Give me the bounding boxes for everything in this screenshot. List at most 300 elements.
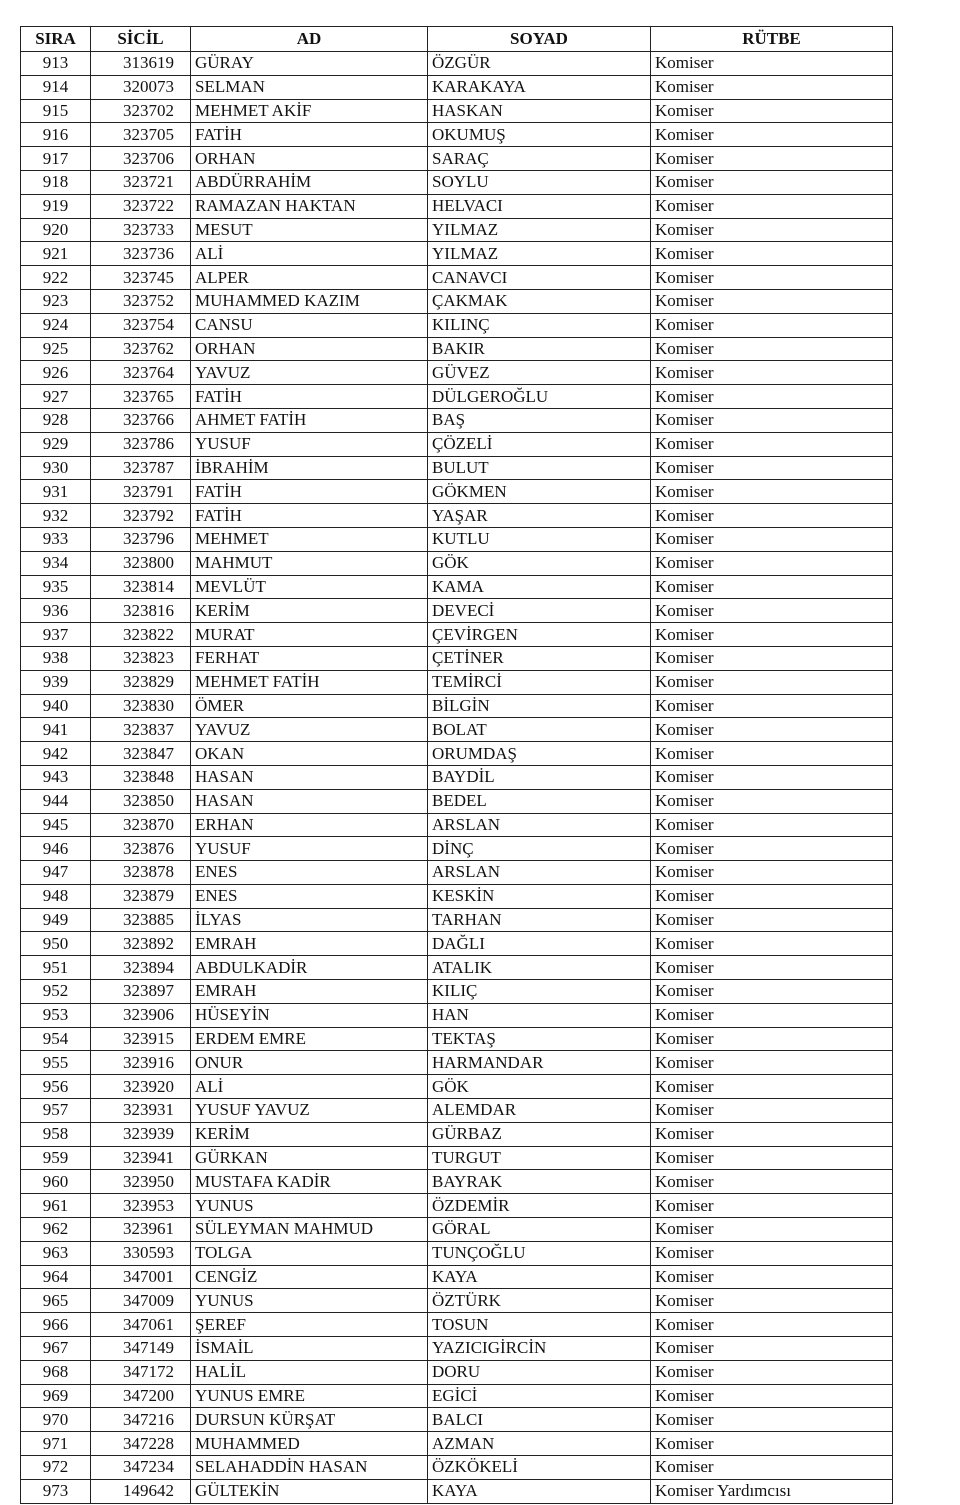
rutbe-cell: Komiser [651,1241,893,1265]
ad-cell: MUHAMMED [191,1432,428,1456]
sicil-cell: 347009 [91,1289,191,1313]
rutbe-cell: Komiser [651,361,893,385]
table-row [21,1027,893,1051]
table-row [21,837,893,861]
ad-cell: MEHMET FATİH [191,670,428,694]
sicil-cell: 323916 [91,1051,191,1075]
ad-cell: CANSU [191,313,428,337]
ad-cell: KERİM [191,1122,428,1146]
table-row [21,1051,893,1075]
sicil-cell: 323878 [91,861,191,885]
sira-cell: 966 [21,1313,91,1337]
ad-cell: FERHAT [191,646,428,670]
soyad-cell: BOLAT [428,718,651,742]
ad-cell: ABDÜRRAHİM [191,170,428,194]
soyad-cell: BAYRAK [428,1170,651,1194]
table-row [21,694,893,718]
soyad-cell: TURGUT [428,1146,651,1170]
soyad-cell: HELVACI [428,194,651,218]
ad-cell: OKAN [191,742,428,766]
ad-cell: ŞEREF [191,1313,428,1337]
sicil-cell: 323766 [91,408,191,432]
sicil-cell: 323762 [91,337,191,361]
rutbe-cell: Komiser [651,170,893,194]
table-row [21,432,893,456]
sira-cell: 932 [21,504,91,528]
sira-cell: 967 [21,1337,91,1361]
table-row [21,218,893,242]
rutbe-cell: Komiser [651,1003,893,1027]
soyad-cell: TEKTAŞ [428,1027,651,1051]
soyad-cell: BALCI [428,1408,651,1432]
sicil-cell: 323939 [91,1122,191,1146]
soyad-cell: OKUMUŞ [428,123,651,147]
sira-cell: 948 [21,884,91,908]
soyad-cell: ÇETİNER [428,646,651,670]
table-header-row [21,27,893,52]
sicil-cell: 323800 [91,551,191,575]
table-row [21,337,893,361]
rutbe-cell: Komiser [651,884,893,908]
ad-cell: YUSUF [191,837,428,861]
table-row [21,575,893,599]
sicil-cell: 323879 [91,884,191,908]
sicil-cell: 323764 [91,361,191,385]
personnel-table [20,26,893,1504]
soyad-cell: TARHAN [428,908,651,932]
rutbe-cell: Komiser [651,765,893,789]
rutbe-cell: Komiser [651,1384,893,1408]
sira-cell: 924 [21,313,91,337]
table-row [21,742,893,766]
ad-cell: ORHAN [191,147,428,171]
soyad-cell: KAYA [428,1265,651,1289]
sira-cell: 928 [21,408,91,432]
rutbe-cell: Komiser [651,1099,893,1123]
soyad-cell: YILMAZ [428,218,651,242]
soyad-cell: YAZICIGİRCİN [428,1337,651,1361]
table-row [21,861,893,885]
rutbe-cell: Komiser [651,52,893,76]
sira-cell: 922 [21,266,91,290]
table-row [21,956,893,980]
sira-cell: 961 [21,1194,91,1218]
rutbe-cell: Komiser [651,1289,893,1313]
soyad-cell: GÜRBAZ [428,1122,651,1146]
sicil-cell: 323792 [91,504,191,528]
soyad-cell: BAŞ [428,408,651,432]
sicil-cell: 323814 [91,575,191,599]
soyad-cell: ALEMDAR [428,1099,651,1123]
table-row [21,1408,893,1432]
soyad-cell: YILMAZ [428,242,651,266]
rutbe-cell: Komiser [651,527,893,551]
sira-cell: 919 [21,194,91,218]
rutbe-cell: Komiser [651,1313,893,1337]
rutbe-cell: Komiser [651,813,893,837]
soyad-cell: ÇAKMAK [428,289,651,313]
sira-cell: 927 [21,385,91,409]
rutbe-cell: Komiser [651,123,893,147]
soyad-cell: GÖRAL [428,1218,651,1242]
ad-cell: AHMET FATİH [191,408,428,432]
sicil-cell: 323745 [91,266,191,290]
ad-cell: SELMAN [191,75,428,99]
table-row [21,456,893,480]
ad-cell: İBRAHİM [191,456,428,480]
table-row [21,313,893,337]
sicil-cell: 323837 [91,718,191,742]
soyad-cell: BAYDİL [428,765,651,789]
soyad-cell: TUNÇOĞLU [428,1241,651,1265]
ad-cell: DURSUN KÜRŞAT [191,1408,428,1432]
ad-cell: YUNUS EMRE [191,1384,428,1408]
sira-cell: 917 [21,147,91,171]
ad-cell: ALPER [191,266,428,290]
sira-cell: 947 [21,861,91,885]
sicil-cell: 323823 [91,646,191,670]
ad-cell: YUSUF [191,432,428,456]
table-row [21,718,893,742]
soyad-cell: BAKIR [428,337,651,361]
sira-cell: 969 [21,1384,91,1408]
soyad-cell: ÖZKÖKELİ [428,1456,651,1480]
rutbe-cell: Komiser [651,1122,893,1146]
sira-cell: 933 [21,527,91,551]
table-row [21,908,893,932]
ad-cell: MUSTAFA KADİR [191,1170,428,1194]
rutbe-cell: Komiser [651,932,893,956]
ad-cell: ERDEM EMRE [191,1027,428,1051]
ad-cell: ABDULKADİR [191,956,428,980]
sicil-cell: 323931 [91,1099,191,1123]
rutbe-cell: Komiser [651,1360,893,1384]
table-row [21,765,893,789]
soyad-cell: KILINÇ [428,313,651,337]
rutbe-cell: Komiser [651,1432,893,1456]
sicil-cell: 323920 [91,1075,191,1099]
rutbe-cell: Komiser [651,742,893,766]
table-row [21,1265,893,1289]
sicil-cell: 347216 [91,1408,191,1432]
soyad-cell: KUTLU [428,527,651,551]
rutbe-cell: Komiser [651,1337,893,1361]
soyad-cell: ARSLAN [428,861,651,885]
ad-cell: RAMAZAN HAKTAN [191,194,428,218]
ad-cell: ENES [191,884,428,908]
header-soyad: SOYAD [428,27,651,52]
table-row [21,504,893,528]
sira-cell: 940 [21,694,91,718]
table-row [21,646,893,670]
table-row [21,527,893,551]
ad-cell: MAHMUT [191,551,428,575]
ad-cell: YUNUS [191,1194,428,1218]
sicil-cell: 323941 [91,1146,191,1170]
table-row [21,1218,893,1242]
ad-cell: ERHAN [191,813,428,837]
rutbe-cell: Komiser [651,623,893,647]
rutbe-cell: Komiser [651,313,893,337]
sira-cell: 965 [21,1289,91,1313]
ad-cell: FATİH [191,504,428,528]
soyad-cell: BEDEL [428,789,651,813]
rutbe-cell: Komiser [651,432,893,456]
table-row [21,1170,893,1194]
ad-cell: YUNUS [191,1289,428,1313]
header-sira: SIRA [21,27,91,52]
soyad-cell: DEVECİ [428,599,651,623]
sicil-cell: 323791 [91,480,191,504]
soyad-cell: BULUT [428,456,651,480]
sira-cell: 972 [21,1456,91,1480]
sira-cell: 916 [21,123,91,147]
sira-cell: 950 [21,932,91,956]
table-row [21,980,893,1004]
soyad-cell: GÖKMEN [428,480,651,504]
sira-cell: 921 [21,242,91,266]
rutbe-cell: Komiser [651,337,893,361]
sicil-cell: 323796 [91,527,191,551]
soyad-cell: ATALIK [428,956,651,980]
table-row [21,1122,893,1146]
sicil-cell: 323870 [91,813,191,837]
sicil-cell: 323822 [91,623,191,647]
soyad-cell: TEMİRCİ [428,670,651,694]
rutbe-cell: Komiser [651,99,893,123]
table-row [21,52,893,76]
rutbe-cell: Komiser [651,408,893,432]
sicil-cell: 323961 [91,1218,191,1242]
sicil-cell: 347228 [91,1432,191,1456]
soyad-cell: GÖK [428,1075,651,1099]
ad-cell: ONUR [191,1051,428,1075]
table-row [21,1289,893,1313]
soyad-cell: HARMANDAR [428,1051,651,1075]
sicil-cell: 149642 [91,1479,191,1503]
rutbe-cell: Komiser [651,147,893,171]
ad-cell: YUSUF YAVUZ [191,1099,428,1123]
sicil-cell: 323894 [91,956,191,980]
rutbe-cell: Komiser [651,1265,893,1289]
rutbe-cell: Komiser [651,456,893,480]
table-row [21,670,893,694]
ad-cell: YAVUZ [191,361,428,385]
sira-cell: 963 [21,1241,91,1265]
table-row [21,1384,893,1408]
ad-cell: CENGİZ [191,1265,428,1289]
sira-cell: 945 [21,813,91,837]
rutbe-cell: Komiser [651,861,893,885]
soyad-cell: SARAÇ [428,147,651,171]
soyad-cell: DORU [428,1360,651,1384]
sira-cell: 943 [21,765,91,789]
ad-cell: ÖMER [191,694,428,718]
rutbe-cell: Komiser [651,1170,893,1194]
sira-cell: 920 [21,218,91,242]
sira-cell: 970 [21,1408,91,1432]
sira-cell: 953 [21,1003,91,1027]
rutbe-cell: Komiser [651,242,893,266]
ad-cell: MEHMET AKİF [191,99,428,123]
header-ad: AD [191,27,428,52]
rutbe-cell: Komiser [651,1075,893,1099]
sicil-cell: 323722 [91,194,191,218]
soyad-cell: DAĞLI [428,932,651,956]
sira-cell: 935 [21,575,91,599]
rutbe-cell: Komiser [651,1146,893,1170]
soyad-cell: ÖZTÜRK [428,1289,651,1313]
table-row [21,75,893,99]
rutbe-cell: Komiser [651,480,893,504]
sira-cell: 957 [21,1099,91,1123]
sicil-cell: 330593 [91,1241,191,1265]
sira-cell: 942 [21,742,91,766]
sira-cell: 954 [21,1027,91,1051]
table-row [21,361,893,385]
ad-cell: EMRAH [191,932,428,956]
sicil-cell: 313619 [91,52,191,76]
sicil-cell: 347149 [91,1337,191,1361]
sicil-cell: 323876 [91,837,191,861]
soyad-cell: CANAVCI [428,266,651,290]
sira-cell: 960 [21,1170,91,1194]
ad-cell: ALİ [191,1075,428,1099]
sira-cell: 913 [21,52,91,76]
sira-cell: 968 [21,1360,91,1384]
soyad-cell: ÇÖZELİ [428,432,651,456]
rutbe-cell: Komiser [651,1027,893,1051]
ad-cell: GÜRKAN [191,1146,428,1170]
table-row [21,1479,893,1503]
sicil-cell: 323906 [91,1003,191,1027]
sira-cell: 955 [21,1051,91,1075]
table-row [21,170,893,194]
sicil-cell: 323897 [91,980,191,1004]
table-row [21,1146,893,1170]
ad-cell: HALİL [191,1360,428,1384]
table-row [21,385,893,409]
soyad-cell: BİLGİN [428,694,651,718]
soyad-cell: ÇEVİRGEN [428,623,651,647]
rutbe-cell: Komiser [651,718,893,742]
sicil-cell: 323848 [91,765,191,789]
ad-cell: YAVUZ [191,718,428,742]
sira-cell: 973 [21,1479,91,1503]
table-row [21,289,893,313]
soyad-cell: ÖZGÜR [428,52,651,76]
table-row [21,884,893,908]
sira-cell: 939 [21,670,91,694]
rutbe-cell: Komiser [651,385,893,409]
sira-cell: 915 [21,99,91,123]
sicil-cell: 323847 [91,742,191,766]
rutbe-cell: Komiser [651,1218,893,1242]
sicil-cell: 323706 [91,147,191,171]
sicil-cell: 347200 [91,1384,191,1408]
rutbe-cell: Komiser [651,1194,893,1218]
soyad-cell: DÜLGEROĞLU [428,385,651,409]
table-row [21,1313,893,1337]
ad-cell: MUHAMMED KAZIM [191,289,428,313]
ad-cell: KERİM [191,599,428,623]
sicil-cell: 323953 [91,1194,191,1218]
sira-cell: 952 [21,980,91,1004]
sicil-cell: 323829 [91,670,191,694]
sicil-cell: 323850 [91,789,191,813]
rutbe-cell: Komiser [651,789,893,813]
soyad-cell: ORUMDAŞ [428,742,651,766]
sicil-cell: 347001 [91,1265,191,1289]
rutbe-cell: Komiser [651,1408,893,1432]
table-row [21,1360,893,1384]
rutbe-cell: Komiser [651,266,893,290]
table-row [21,480,893,504]
sicil-cell: 323892 [91,932,191,956]
table-row [21,1003,893,1027]
table-row [21,266,893,290]
ad-cell: GÜLTEKİN [191,1479,428,1503]
rutbe-cell: Komiser [651,908,893,932]
ad-cell: MESUT [191,218,428,242]
sicil-cell: 323702 [91,99,191,123]
sicil-cell: 347234 [91,1456,191,1480]
rutbe-cell: Komiser [651,218,893,242]
sira-cell: 934 [21,551,91,575]
table-row [21,1194,893,1218]
sicil-cell: 323816 [91,599,191,623]
sira-cell: 936 [21,599,91,623]
rutbe-cell: Komiser [651,837,893,861]
sira-cell: 918 [21,170,91,194]
soyad-cell: DİNÇ [428,837,651,861]
soyad-cell: KARAKAYA [428,75,651,99]
table-row [21,813,893,837]
rutbe-cell: Komiser [651,504,893,528]
rutbe-cell: Komiser [651,694,893,718]
rutbe-cell: Komiser [651,551,893,575]
ad-cell: İSMAİL [191,1337,428,1361]
sira-cell: 926 [21,361,91,385]
header-rutbe: RÜTBE [651,27,893,52]
sicil-cell: 323752 [91,289,191,313]
table-row [21,932,893,956]
rutbe-cell: Komiser Yardımcısı [651,1479,893,1503]
table-row [21,1337,893,1361]
soyad-cell: GÖK [428,551,651,575]
table-row [21,147,893,171]
ad-cell: İLYAS [191,908,428,932]
soyad-cell: AZMAN [428,1432,651,1456]
table-row [21,789,893,813]
soyad-cell: YAŞAR [428,504,651,528]
ad-cell: ORHAN [191,337,428,361]
ad-cell: FATİH [191,480,428,504]
ad-cell: EMRAH [191,980,428,1004]
ad-cell: MURAT [191,623,428,647]
sira-cell: 944 [21,789,91,813]
sira-cell: 964 [21,1265,91,1289]
table-row [21,551,893,575]
sicil-cell: 323721 [91,170,191,194]
rutbe-cell: Komiser [651,980,893,1004]
ad-cell: HASAN [191,765,428,789]
sira-cell: 925 [21,337,91,361]
sira-cell: 914 [21,75,91,99]
soyad-cell: KAMA [428,575,651,599]
sira-cell: 946 [21,837,91,861]
ad-cell: SÜLEYMAN MAHMUD [191,1218,428,1242]
